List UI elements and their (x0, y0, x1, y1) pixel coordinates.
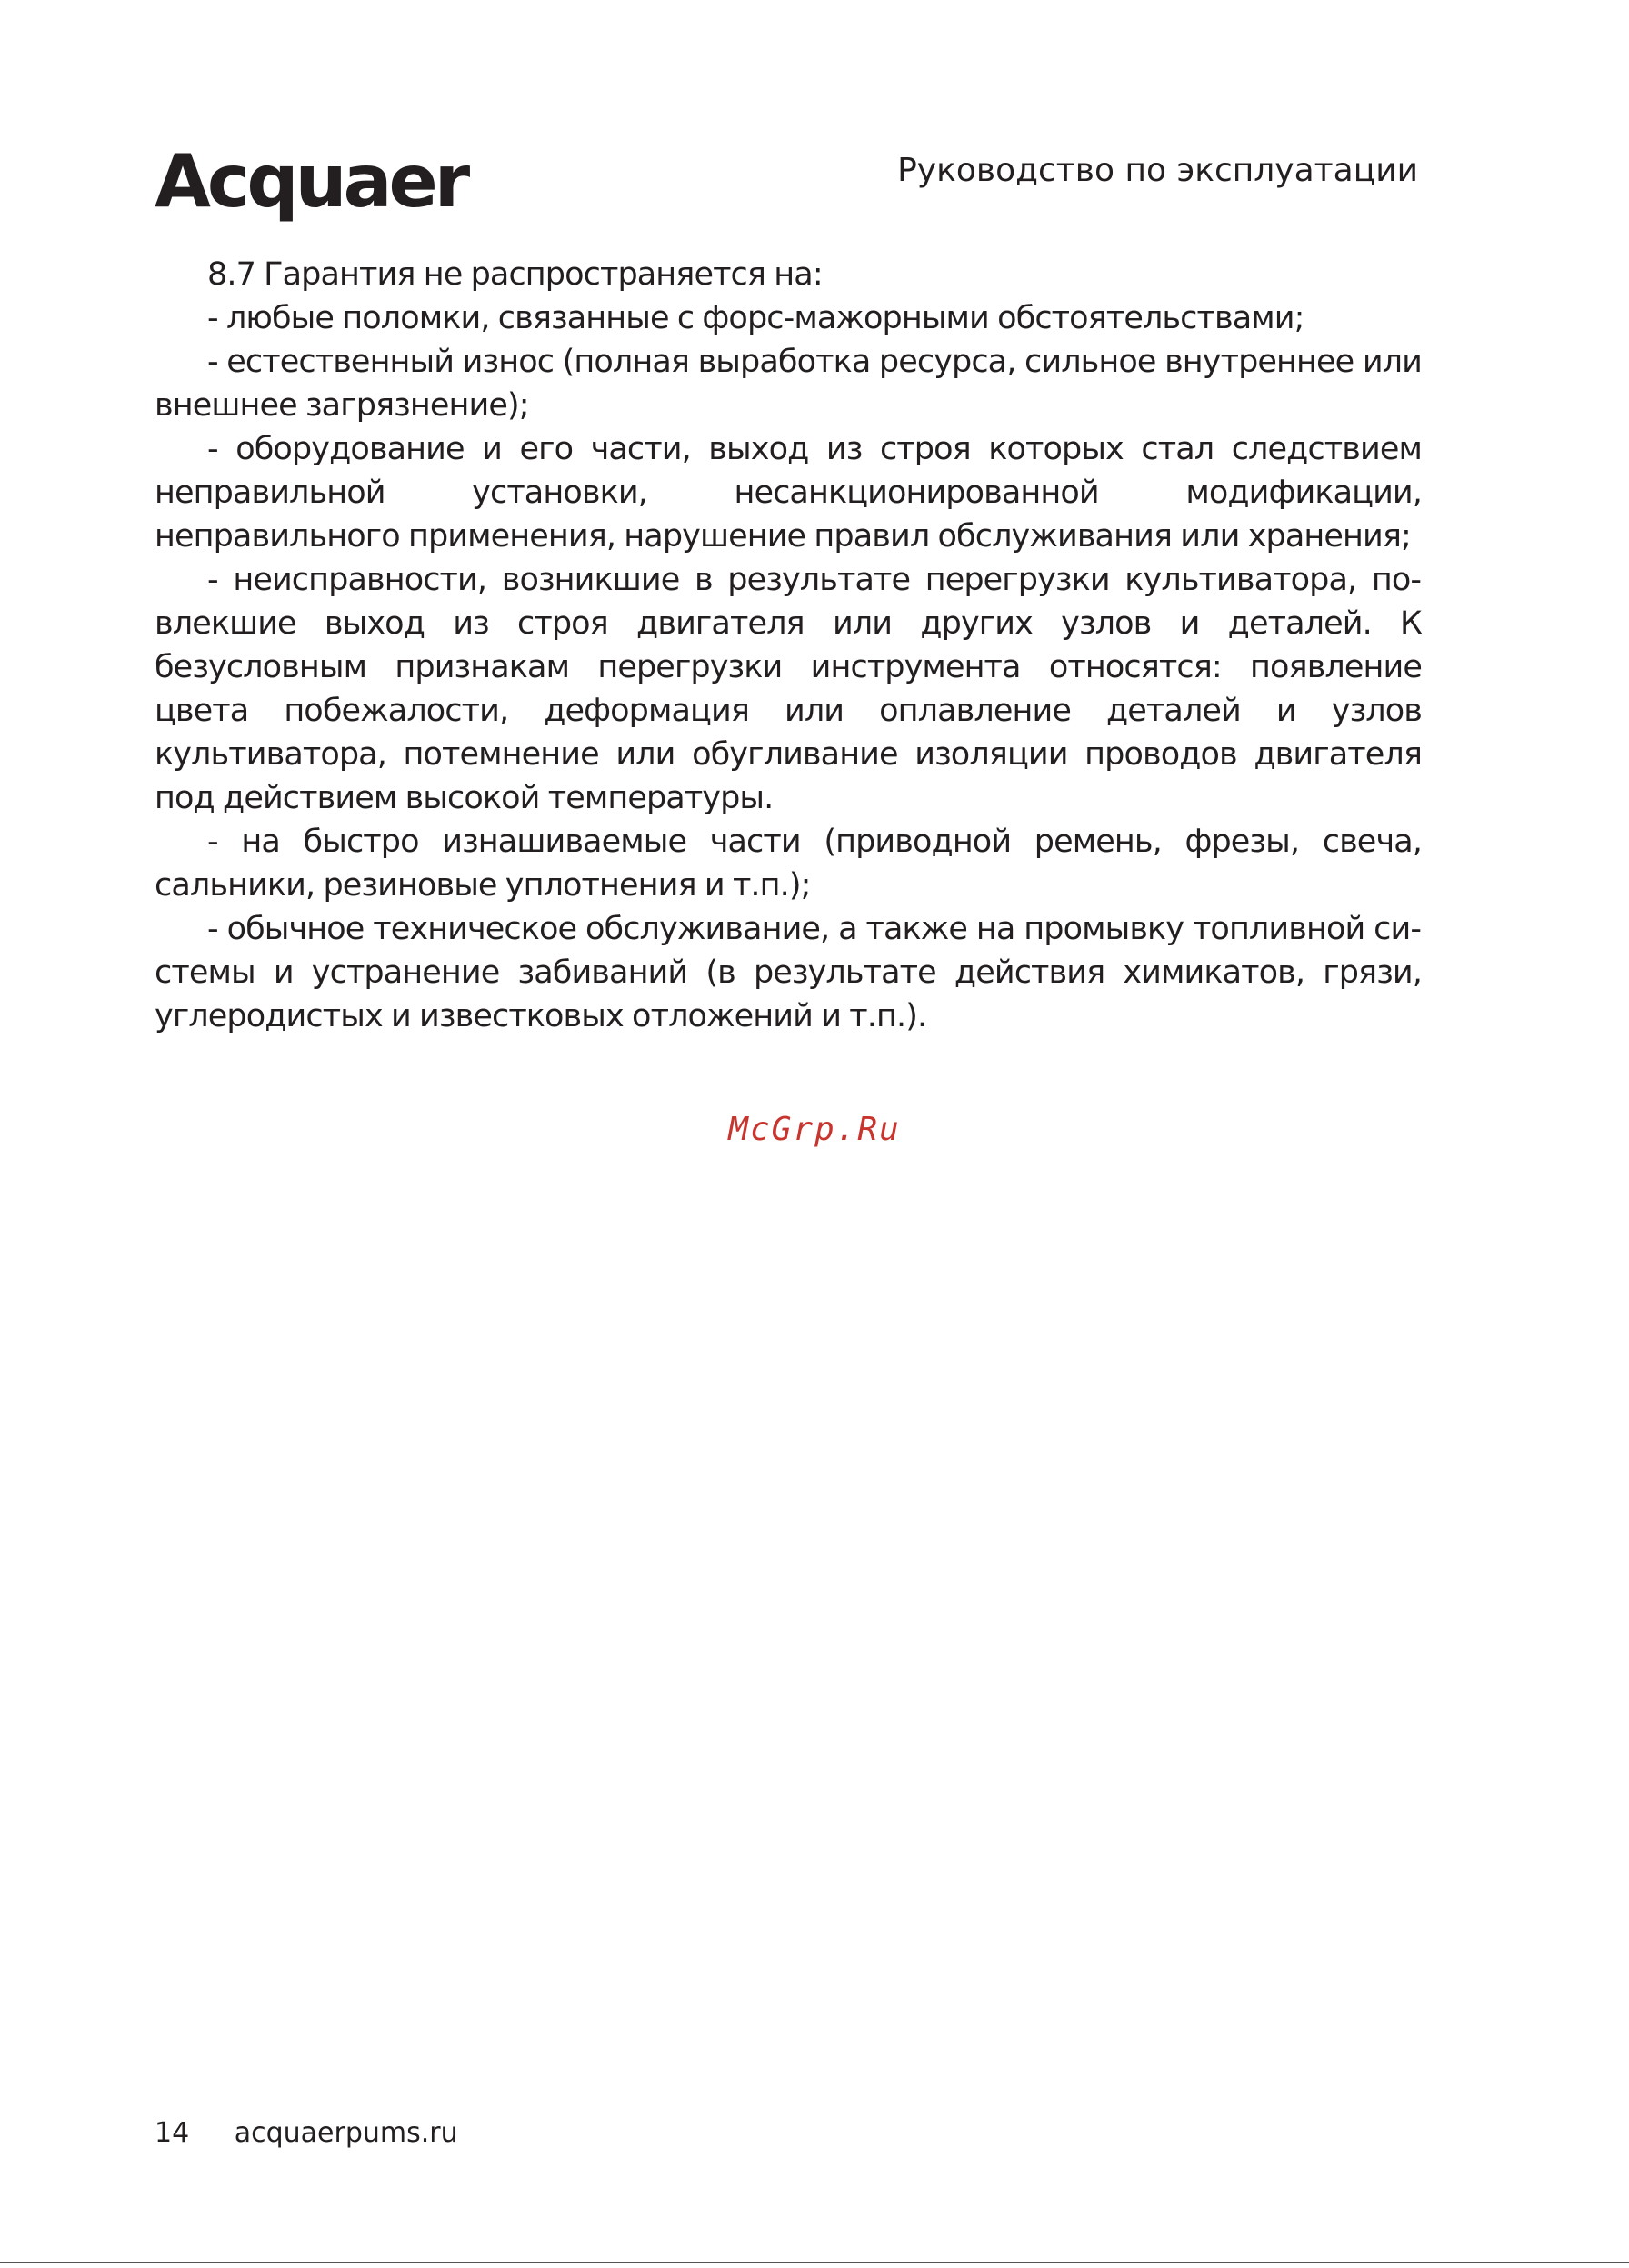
paragraph-heading: 8.7 Гарантия не распространяется на: (207, 256, 823, 293)
page-number: 14 (155, 2117, 190, 2149)
paragraph-item: - на быстро изнашиваемые части (приводной ремень, фрезы, свеча, сальники, резиновые уплотнения и т.п.); (155, 824, 1422, 904)
website-link[interactable]: acquaerpums.ru (234, 2117, 458, 2149)
page-footer (155, 2117, 458, 2149)
brand-logo: Acquaer (155, 139, 467, 224)
paragraph-item: - неисправности, возникшие в результате перегрузки культиватора, повлекшие выход из строя двигателя или других узлов и деталей. К безусловным признакам перегрузки инструмента относятся: появление цвета побежалости, деформация или оплавление деталей и узлов культиватора, потемнение или обугливание изоляции проводов двигателя под действием высокой температуры. (155, 562, 1422, 816)
paragraph-item: - любые поломки, связанные с форс-мажорными обстоятельствами; (207, 300, 1304, 336)
watermark: McGrp.Ru (728, 1111, 901, 1148)
bottom-divider (0, 2262, 1629, 2263)
paragraph-item: - обычное техническое обслуживание, а также на промывку топливной системы и устранение забиваний (в результате действия химикатов, грязи, углеродистых и известковых отложений и т.п.). (155, 911, 1422, 1034)
paragraph-item: - оборудование и его части, выход из строя которых стал следствием неправильной установки, несанкционированной модификации, неправильного применения, нарушение правил обслуживания или хранения; (155, 431, 1422, 555)
document-title: Руководство по эксплуатации (897, 152, 1418, 189)
warranty-text (155, 253, 1422, 1038)
paragraph-item: - естественный износ (полная выработка ресурса, сильное внутреннее или внешнее загрязнение); (155, 344, 1422, 424)
